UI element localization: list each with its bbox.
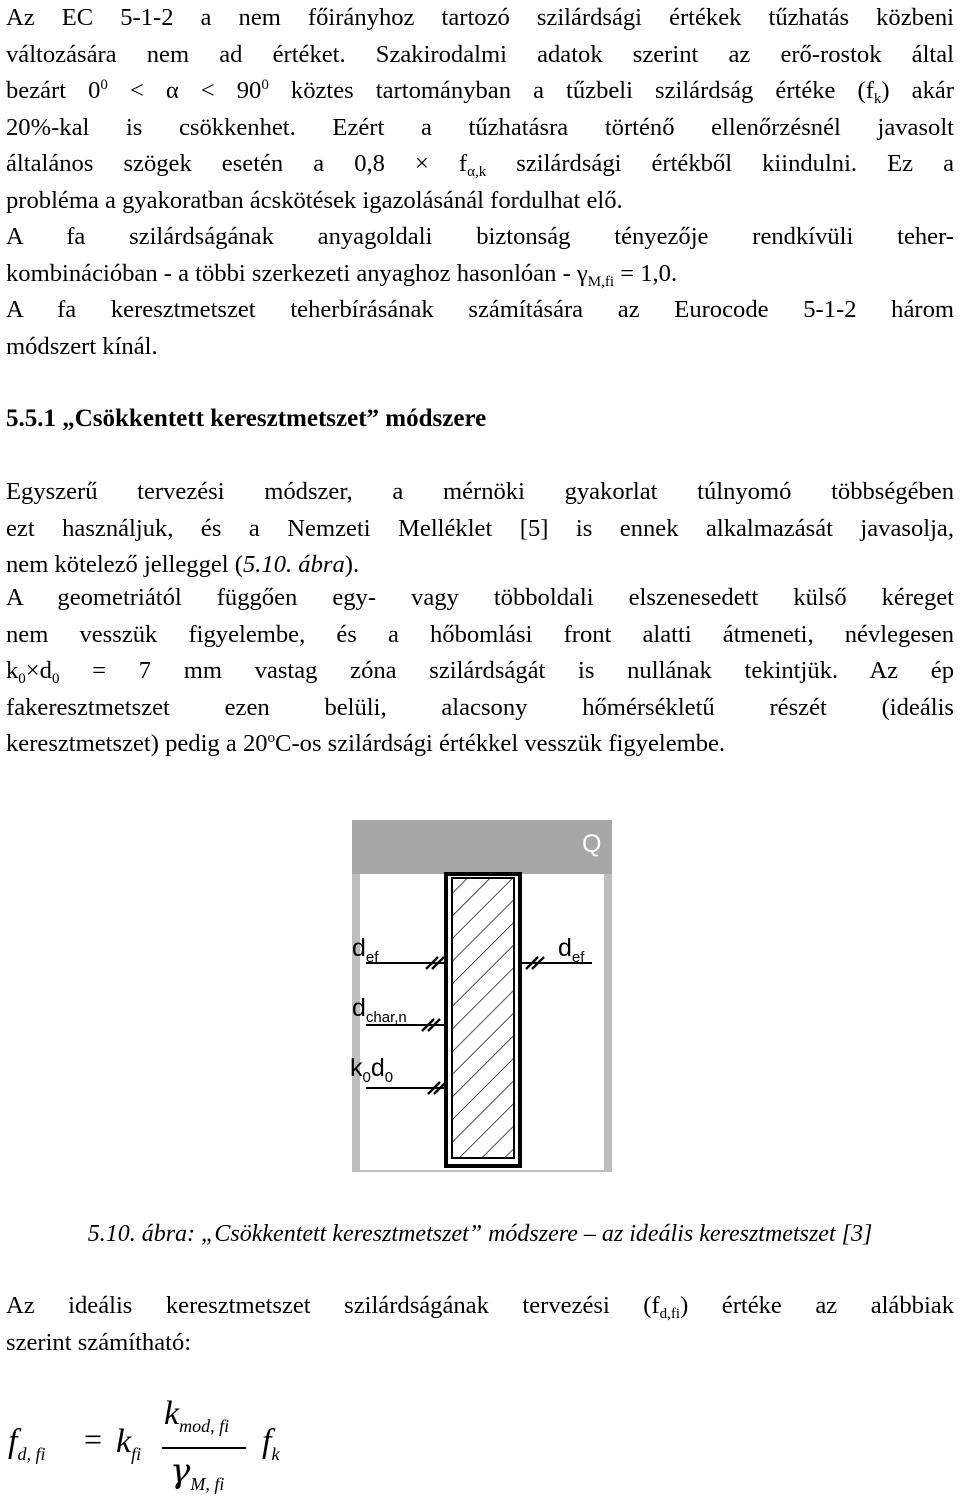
ideal-section	[452, 878, 514, 1158]
text-line: Az ideális keresztmetszet szilárdságának tervezési $(f_{d,fi})$ értéke az alábbiak	[6, 1292, 954, 1322]
figure-caption: 5.10. ábra: „Csökkentett keresztmetszet” módszere – az ideális keresztmetszet [3]	[87, 1221, 873, 1247]
text-line: változására nem ad értéket. Szakirodalmi adatok szerint az erő-rostok által	[6, 40, 954, 68]
load-slab	[352, 820, 612, 874]
dchar-label: $d_{char,n}$	[352, 994, 407, 1026]
paragraph-safety-factor	[6, 219, 954, 292]
eq-numerator: $k_{mod, fi}$	[164, 1395, 230, 1436]
text-line: A fa keresztmetszet teherbírásának számítására az Eurocode 5-1-2 három	[6, 296, 954, 323]
text-line: probléma a gyakoratban ácskötések igazolásánál fordulhat elő.	[6, 186, 623, 214]
load-label: Q	[582, 830, 602, 858]
fraction-bar	[162, 1447, 246, 1449]
paragraph-eurocode-methods	[6, 292, 954, 365]
paragraph-design-value	[6, 1288, 954, 1361]
design-strength-equation	[6, 1395, 306, 1500]
def-left-label: $d_{ef}$	[352, 934, 379, 966]
text-line: A fa szilárdságának anyagoldali biztonság tényezője rendkívüli teher-	[6, 223, 954, 250]
text-line: Az EC 5-1-2 a nem főirányhoz tartozó szilárdsági értékek tűzhatás közbeni	[6, 4, 954, 31]
def-right-label: $d_{ef}$	[558, 934, 585, 966]
text-line: fakeresztmetszet ezen belüli, alacsony hőmérsékletű részét (ideális	[6, 693, 954, 721]
text-line: A geometriától függően egy- vagy többoldali elszenesedett külső kéreget	[6, 584, 954, 611]
eq-denominator: $\gamma_{M, fi}$	[170, 1451, 225, 1494]
eq-kfi: $k_{fi}$	[116, 1423, 142, 1464]
paragraph-simple-method	[6, 474, 954, 584]
eq-equals: =	[84, 1421, 103, 1457]
k0d0-label: $k_0d_0$	[350, 1054, 394, 1086]
eq-lhs: $f_{d, fi}$	[8, 1423, 46, 1464]
text-line: ezt használjuk, és a Nemzeti Melléklet [5] is ennek alkalmazását javasolja,	[6, 514, 954, 542]
section-heading: 5.5.1 „Csökkentett keresztmetszet” módszere	[6, 405, 487, 432]
figure-reference: 5.10. ábra	[242, 551, 345, 579]
paragraph-fire-strength	[6, 0, 954, 220]
text-line: keresztmetszet) pedig a 20$^o$C-os szilárdsági értékkel vesszük figyelembe.	[6, 730, 726, 758]
text-line: nem vesszük figyelembe, és a hőbomlási front alatti átmeneti, névlegesen	[6, 620, 954, 648]
text-line: kombinációban - a többi szerkezeti anyaghoz hasonlóan - $\gamma_{M,fi} = 1,0$.	[6, 259, 678, 290]
text-line: módszert kínál.	[6, 332, 158, 360]
text-line: bezárt $0^0 < \alpha < 90^0$ köztes tartományban a tűzbeli szilárdság értéke $(f_k)$ akár	[6, 77, 954, 108]
text-line: $k_0\times d_0 = 7$ mm vastag zóna szilárdságát is nullának tekintjük. Az ép	[6, 657, 954, 688]
text-line: Egyszerű tervezési módszer, a mérnöki gyakorlat túlnyomó többségében	[6, 478, 954, 505]
text-line: 20%-kal is csökkenhet. Ezért a tűzhatásra történő ellenőrzésnél javasolt	[6, 113, 954, 141]
text-line: szerint számítható:	[6, 1328, 192, 1356]
eq-fk: $f_k$	[262, 1423, 280, 1464]
paragraph-char-layer	[6, 580, 954, 763]
text-line: nem kötelező jelleggel (5.10. ábra).	[6, 551, 360, 579]
text-line: általános szögek esetén a $0,8 \times f_{\alpha,k}$ szilárdsági értékből kiindulni. Ez a	[6, 150, 955, 181]
cross-section-figure	[346, 818, 618, 1174]
